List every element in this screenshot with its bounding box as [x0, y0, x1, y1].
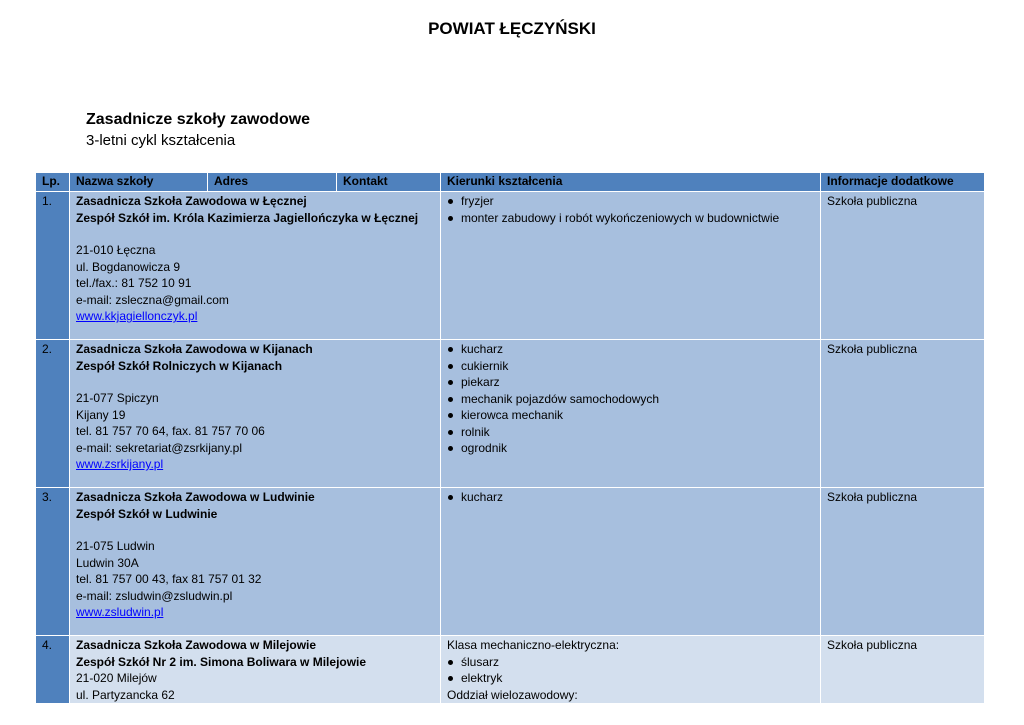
row-number: 3.: [36, 488, 70, 636]
schools-table: [35, 172, 985, 704]
list-item: piekarz: [447, 374, 814, 391]
kierunki-cell: [441, 340, 821, 488]
postal-code: 21-010 Łęczna: [76, 243, 156, 257]
postal-code: 21-020 Milejów: [76, 671, 157, 685]
kierunki-list: [447, 193, 814, 226]
phone: tel. 81 757 70 64, fax. 81 757 70 06: [76, 424, 265, 438]
school-details: [70, 636, 441, 704]
list-item: fryzjer: [447, 193, 814, 210]
list-item: kucharz: [447, 341, 814, 358]
header-kontakt: Kontakt: [337, 173, 441, 192]
kierunki-list: [447, 654, 814, 687]
header-lp: Lp.: [36, 173, 70, 192]
website-link[interactable]: www.kkjagiellonczyk.pl: [76, 309, 198, 323]
school-name: Zasadnicza Szkoła Zawodowa w Milejowie: [76, 638, 317, 652]
street-address: Kijany 19: [76, 407, 126, 422]
class-label: Klasa mechaniczno-elektryczna:: [447, 638, 620, 652]
header-info: Informacje dodatkowe: [821, 173, 985, 192]
website-link[interactable]: www.zsludwin.pl: [76, 605, 164, 619]
school-complex-name: Zespół Szkół Nr 2 im. Simona Boliwara w Milejowie: [76, 654, 367, 669]
list-item: elektryk: [447, 670, 814, 687]
list-item: rolnik: [447, 424, 814, 441]
info-cell: Szkoła publiczna: [821, 192, 985, 340]
kierunki-cell: [441, 636, 821, 704]
row-number: 1.: [36, 192, 70, 340]
class-label-secondary: Oddział wielozawodowy:: [447, 687, 578, 702]
street-address: ul. Bogdanowicza 9: [76, 259, 181, 274]
email: e-mail: zsleczna@gmail.com: [76, 292, 229, 307]
kierunki-list: [447, 341, 814, 457]
section-title: Zasadnicze szkoły zawodowe: [86, 111, 311, 128]
postal-code: 21-077 Spiczyn: [76, 391, 159, 405]
postal-code: 21-075 Ludwin: [76, 539, 155, 553]
website-link[interactable]: www.zsrkijany.pl: [76, 457, 164, 471]
list-item: monter zabudowy i robót wykończeniowych w budownictwie: [447, 210, 814, 227]
list-item: mechanik pojazdów samochodowych: [447, 391, 814, 408]
email: e-mail: zsludwin@zsludwin.pl: [76, 588, 233, 603]
header-kierunki: Kierunki kształcenia: [441, 173, 821, 192]
school-details: [70, 340, 441, 488]
list-item: ślusarz: [447, 654, 814, 671]
table-row: [36, 488, 985, 636]
section-subtitle: 3-letni cykl kształcenia: [86, 132, 236, 149]
list-item: ogrodnik: [447, 440, 814, 457]
list-item: kierowca mechanik: [447, 407, 814, 424]
kierunki-list: [447, 489, 814, 506]
table-row: [36, 192, 985, 340]
info-cell: Szkoła publiczna: [821, 636, 985, 704]
info-cell: Szkoła publiczna: [821, 340, 985, 488]
street-address: Ludwin 30A: [76, 555, 139, 570]
school-details: [70, 488, 441, 636]
school-name: Zasadnicza Szkoła Zawodowa w Ludwinie: [76, 490, 315, 504]
info-cell: Szkoła publiczna: [821, 488, 985, 636]
list-item: kucharz: [447, 489, 814, 506]
school-details: [70, 192, 441, 340]
street-address: ul. Partyzancka 62: [76, 687, 175, 702]
header-adres: Adres: [208, 173, 337, 192]
kierunki-cell: [441, 192, 821, 340]
email: e-mail: sekretariat@zsrkijany.pl: [76, 440, 243, 455]
row-number: 2.: [36, 340, 70, 488]
school-name: Zasadnicza Szkoła Zawodowa w Kijanach: [76, 342, 313, 356]
school-complex-name: Zespół Szkół Rolniczych w Kijanach: [76, 358, 283, 373]
table-row: [36, 636, 985, 704]
phone: tel. 81 757 00 43, fax 81 757 01 32: [76, 572, 262, 586]
table-row: [36, 340, 985, 488]
header-nazwa: Nazwa szkoły: [70, 173, 208, 192]
school-name: Zasadnicza Szkoła Zawodowa w Łęcznej: [76, 194, 307, 208]
list-item: cukiernik: [447, 358, 814, 375]
school-complex-name: Zespół Szkół w Ludwinie: [76, 506, 218, 521]
table-header-row: [36, 173, 985, 192]
kierunki-cell: [441, 488, 821, 636]
row-number: 4.: [36, 636, 70, 704]
document-title: POWIAT ŁĘCZYŃSKI: [428, 19, 596, 38]
school-complex-name: Zespół Szkół im. Króla Kazimierza Jagiellończyka w Łęcznej: [76, 210, 419, 225]
phone: tel./fax.: 81 752 10 91: [76, 276, 192, 290]
